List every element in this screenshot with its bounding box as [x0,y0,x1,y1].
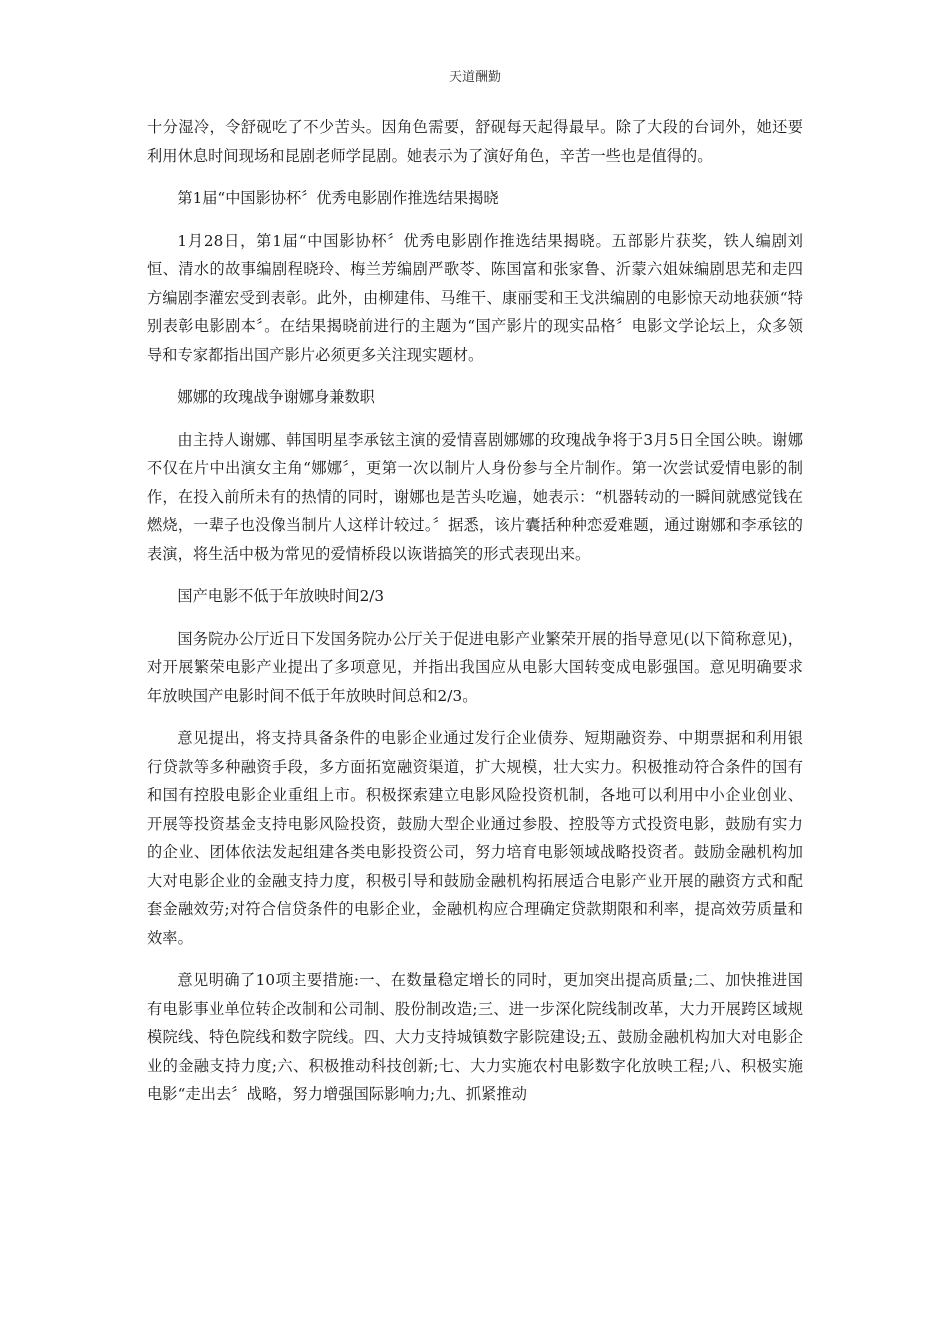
document-body [147,113,803,1109]
paragraph: 由主持人谢娜、韩国明星李承铉主演的爱情喜剧娜娜的玫瑰战争将于3月5日全国公映。谢娜不仅在片中出演女主角“娜娜〞，更第一次以制片人身份参与全片制作。第一次尝试爱情电影的制作，在投入前所未有的热情的同时，谢娜也是苦头吃遍，她表示：“机器转动的一瞬间就感觉钱在燃烧，一辈子也没像当制片人这样计较过。〞据悉，该片囊括种种恋爱难题，通过谢娜和李承铉的表演，将生活中极为常见的爱情桥段以诙谐搞笑的形式表现出来。 [147,430,803,563]
paragraph: 意见提出，将支持具备条件的电影企业通过发行企业债券、短期融资券、中期票据和利用银行贷款等多种融资手段，多方面拓宽融资渠道，扩大规模，壮大实力。积极推动符合条件的国有和国有控股电影企业重组上市。积极探索建立电影风险投资机制，各地可以利用中小企业创业、开展等投资基金支持电影风险投资，鼓励大型企业通过参股、控股等方式投资电影，鼓励有实力的企业、团体依法发起组建各类电影投资公司，努力培育电影领域战略投资者。鼓励金融机构加大对电影企业的金融支持力度，积极引导和鼓励金融机构拓展适合电影产业开展的融资方式和配套金融效劳;对符合信贷条件的电影企业，金融机构应合理确定贷款期限和利率，提高效劳质量和效率。 [147,729,803,947]
section-heading: 国产电影不低于年放映时间2/3 [177,587,385,605]
section-heading: 娜娜的玫瑰战争谢娜身兼数职 [177,388,375,406]
section-heading: 第1届“中国影协杯〞优秀电影剧作推选结果揭晓 [177,189,499,207]
paragraph: 意见明确了10项主要措施:一、在数量稳定增长的同时，更加突出提高质量;二、加快推进国有电影事业单位转企改制和公司制、股份制改造;三、进一步深化院线制改革，大力开展跨区域规模院线、特色院线和数字院线。四、大力支持城镇数字影院建设;五、鼓励金融机构加大对电影企业的金融支持力度;六、积极推动科技创新;七、大力实施农村电影数字化放映工程;八、积极实施电影“走出去〞战略，努力增强国际影响力;九、抓紧推动 [147,971,803,1103]
page-header: 天道酬勤 [448,70,501,85]
paragraph-continuation: 十分湿冷，令舒砚吃了不少苦头。因角色需要，舒砚每天起得最早。除了大段的台词外，她还要利用休息时间现场和昆剧老师学昆剧。她表示为了演好角色，辛苦一些也是值得的。 [147,118,803,165]
paragraph: 1月28日，第1届“中国影协杯〞优秀电影剧作推选结果揭晓。五部影片获奖，铁人编剧刘恒、清水的故事编剧程晓玲、梅兰芳编剧严歌苓、陈国富和张家鲁、沂蒙六姐妹编剧思芜和走四方编剧李灌宏受到表彰。此外，由柳建伟、马维干、康丽雯和王戈洪编剧的电影惊天动地获颁“特别表彰电影剧本〞。在结果揭晓前进行的主题为“国产影片的现实品格〞电影文学论坛上，众多领导和专家都指出国产影片必须更多关注现实题材。 [147,231,803,364]
paragraph: 国务院办公厅近日下发国务院办公厅关于促进电影产业繁荣开展的指导意见(以下简称意见)，对开展繁荣电影产业提出了多项意见，并指出我国应从电影大国转变成电影强国。意见明确要求年放映国产电影时间不低于年放映时间总和2/3。 [147,629,803,705]
